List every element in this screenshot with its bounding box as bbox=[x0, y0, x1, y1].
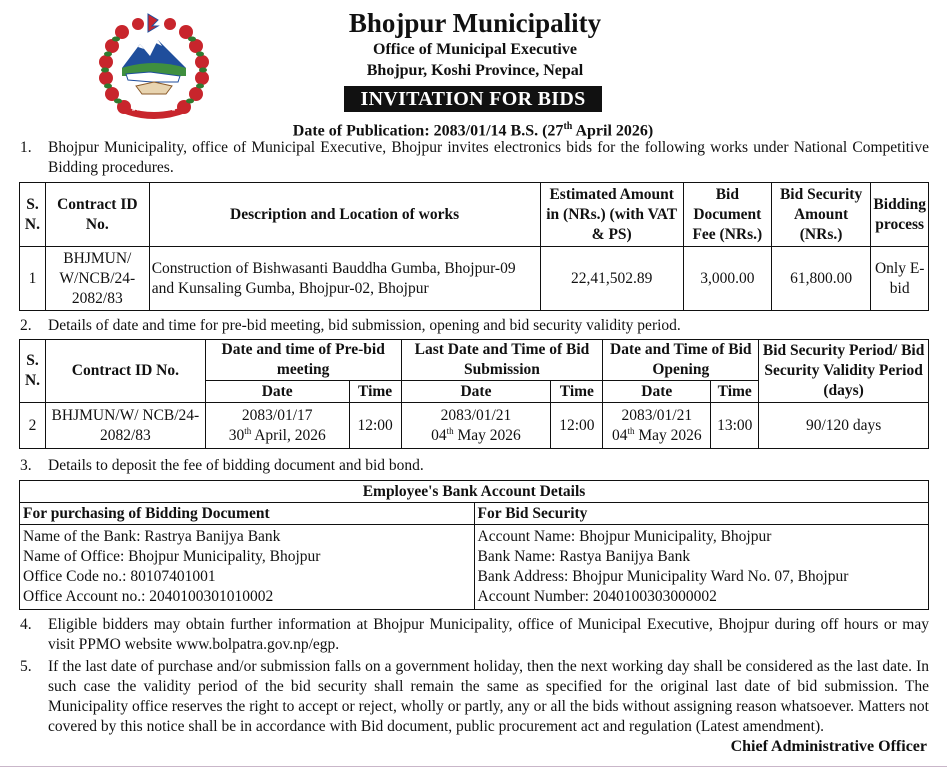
cell-estimated-amount: 22,41,502.89 bbox=[540, 247, 683, 311]
col-validity-period: Bid Security Period/ Bid Security Validity Period (days) bbox=[759, 340, 929, 403]
office-address: Bhojpur, Koshi Province, Nepal bbox=[366, 62, 584, 79]
cell-opening-time: 13:00 bbox=[711, 403, 759, 449]
cell-bid-fee: 3,000.00 bbox=[683, 247, 771, 311]
table-header-row bbox=[20, 340, 929, 381]
bottom-divider bbox=[0, 766, 947, 767]
cell-submission-date: 2083/01/21 04th May 2026 bbox=[401, 403, 551, 449]
col-prebid-meeting: Date and time of Pre-bid meeting bbox=[205, 340, 401, 381]
cell-sn: 2 bbox=[20, 403, 46, 449]
col-sn: S. N. bbox=[20, 340, 46, 403]
col-contract-id: Contract ID No. bbox=[45, 183, 149, 247]
cell-submission-time: 12:00 bbox=[551, 403, 603, 449]
cell-bid-security: 61,800.00 bbox=[771, 247, 871, 311]
table-header-row bbox=[20, 503, 929, 525]
list-item: Office Code no.: 80107401001 bbox=[23, 568, 216, 585]
col-contract-id: Contract ID No. bbox=[45, 340, 205, 403]
list-item: Name of the Bank: Rastrya Banijya Bank bbox=[23, 528, 281, 545]
cell-bidding-document-bank bbox=[20, 525, 475, 610]
paragraph-2: 2. Details of date and time for pre-bid meeting, bid submission, opening and bid security validity period. bbox=[20, 317, 681, 334]
list-item: Name of Office: Bhojpur Municipality, Bhojpur bbox=[23, 548, 321, 565]
office-name: Office of Municipal Executive bbox=[373, 41, 577, 58]
notice-banner: INVITATION FOR BIDS bbox=[344, 86, 602, 112]
bank-details-title: Employee's Bank Account Details bbox=[20, 481, 929, 503]
cell-contract-id: BHJMUN/W/ NCB/24-2082/83 bbox=[45, 403, 205, 449]
list-item: Office Account no.: 2040100301010002 bbox=[23, 588, 274, 605]
publication-date: Date of Publication: 2083/01/14 B.S. (27th April 2026) bbox=[292, 121, 654, 140]
table-header-row bbox=[20, 183, 929, 247]
bank-details-table bbox=[19, 480, 929, 610]
col-bid-opening: Date and Time of Bid Opening bbox=[603, 340, 759, 381]
signoff: Chief Administrative Officer bbox=[730, 738, 927, 755]
nepal-emblem-icon bbox=[92, 10, 216, 126]
col-prebid-time: Time bbox=[349, 381, 401, 403]
cell-prebid-date: 2083/01/17 30th April, 2026 bbox=[205, 403, 349, 449]
table-title-row bbox=[20, 481, 929, 503]
col-bidding-process: Bidding process bbox=[871, 183, 929, 247]
list-item: Bank Name: Rastya Banijya Bank bbox=[477, 548, 691, 565]
cell-bid-security-bank bbox=[474, 525, 929, 610]
col-bid-fee: Bid Document Fee (NRs.) bbox=[683, 183, 771, 247]
table-row bbox=[20, 247, 929, 311]
table-row bbox=[20, 403, 929, 449]
schedule-table bbox=[19, 339, 929, 449]
col-bidding-document: For purchasing of Bidding Document bbox=[20, 503, 475, 525]
cell-sn: 1 bbox=[20, 247, 46, 311]
col-opening-time: Time bbox=[711, 381, 759, 403]
list-item: Account Number: 2040100303000002 bbox=[477, 588, 717, 605]
col-opening-date: Date bbox=[603, 381, 711, 403]
paragraph-5: 5. If the last date of purchase and/or submission falls on a government holiday, then the next working day shall be considered as the last date. In such case the validity period of the bid security shall remain the same as specified for the original last date of bid submission. The Municipality office reserves the right to accept or reject, wholly or partly, any or all the bids without assigning reason whatsoever. Matters not covered by this notice shall be in accordance with Bid document, public procurement act and regulation (Latest amendment). bbox=[20, 658, 929, 735]
cell-validity-period: 90/120 days bbox=[759, 403, 929, 449]
col-sn: S. N. bbox=[20, 183, 46, 247]
col-prebid-date: Date bbox=[205, 381, 349, 403]
col-bid-security: Bid Security Amount (NRs.) bbox=[771, 183, 871, 247]
col-description: Description and Location of works bbox=[149, 183, 540, 247]
cell-prebid-time: 12:00 bbox=[349, 403, 401, 449]
table-row bbox=[20, 525, 929, 610]
col-submission-date: Date bbox=[401, 381, 551, 403]
list-item: Account Name: Bhojpur Municipality, Bhojpur bbox=[477, 528, 772, 545]
col-estimated-amount: Estimated Amount in (NRs.) (with VAT & PS) bbox=[540, 183, 683, 247]
col-bid-security: For Bid Security bbox=[474, 503, 929, 525]
col-bid-submission: Last Date and Time of Bid Submission bbox=[401, 340, 603, 381]
cell-contract-id: BHJMUN/ W/NCB/24- 2082/83 bbox=[45, 247, 149, 311]
cell-bidding-process: Only E-bid bbox=[871, 247, 929, 311]
paragraph-4: 4. Eligible bidders may obtain further information at Bhojpur Municipality, office of Municipal Executive, Bhojpur during off hours or may visit PPMO website www.bolpatra.gov.np/egp. bbox=[20, 616, 929, 653]
list-item: Bank Address: Bhojpur Municipality Ward No. 07, Bhojpur bbox=[477, 568, 849, 585]
paragraph-1: 1. Bhojpur Municipality, office of Municipal Executive, Bhojpur invites electronics bids for the following works under National Competitive Bidding procedures. bbox=[20, 139, 929, 176]
paragraph-3: 3. Details to deposit the fee of bidding document and bid bond. bbox=[20, 457, 424, 474]
works-table bbox=[19, 182, 929, 311]
cell-description: Construction of Bishwasanti Bauddha Gumba, Bhojpur-09 and Kunsaling Gumba, Bhojpur-02, Bhojpur bbox=[149, 247, 540, 311]
col-submission-time: Time bbox=[551, 381, 603, 403]
page-title: Bhojpur Municipality bbox=[348, 8, 602, 38]
cell-opening-date: 2083/01/21 04th May 2026 bbox=[603, 403, 711, 449]
